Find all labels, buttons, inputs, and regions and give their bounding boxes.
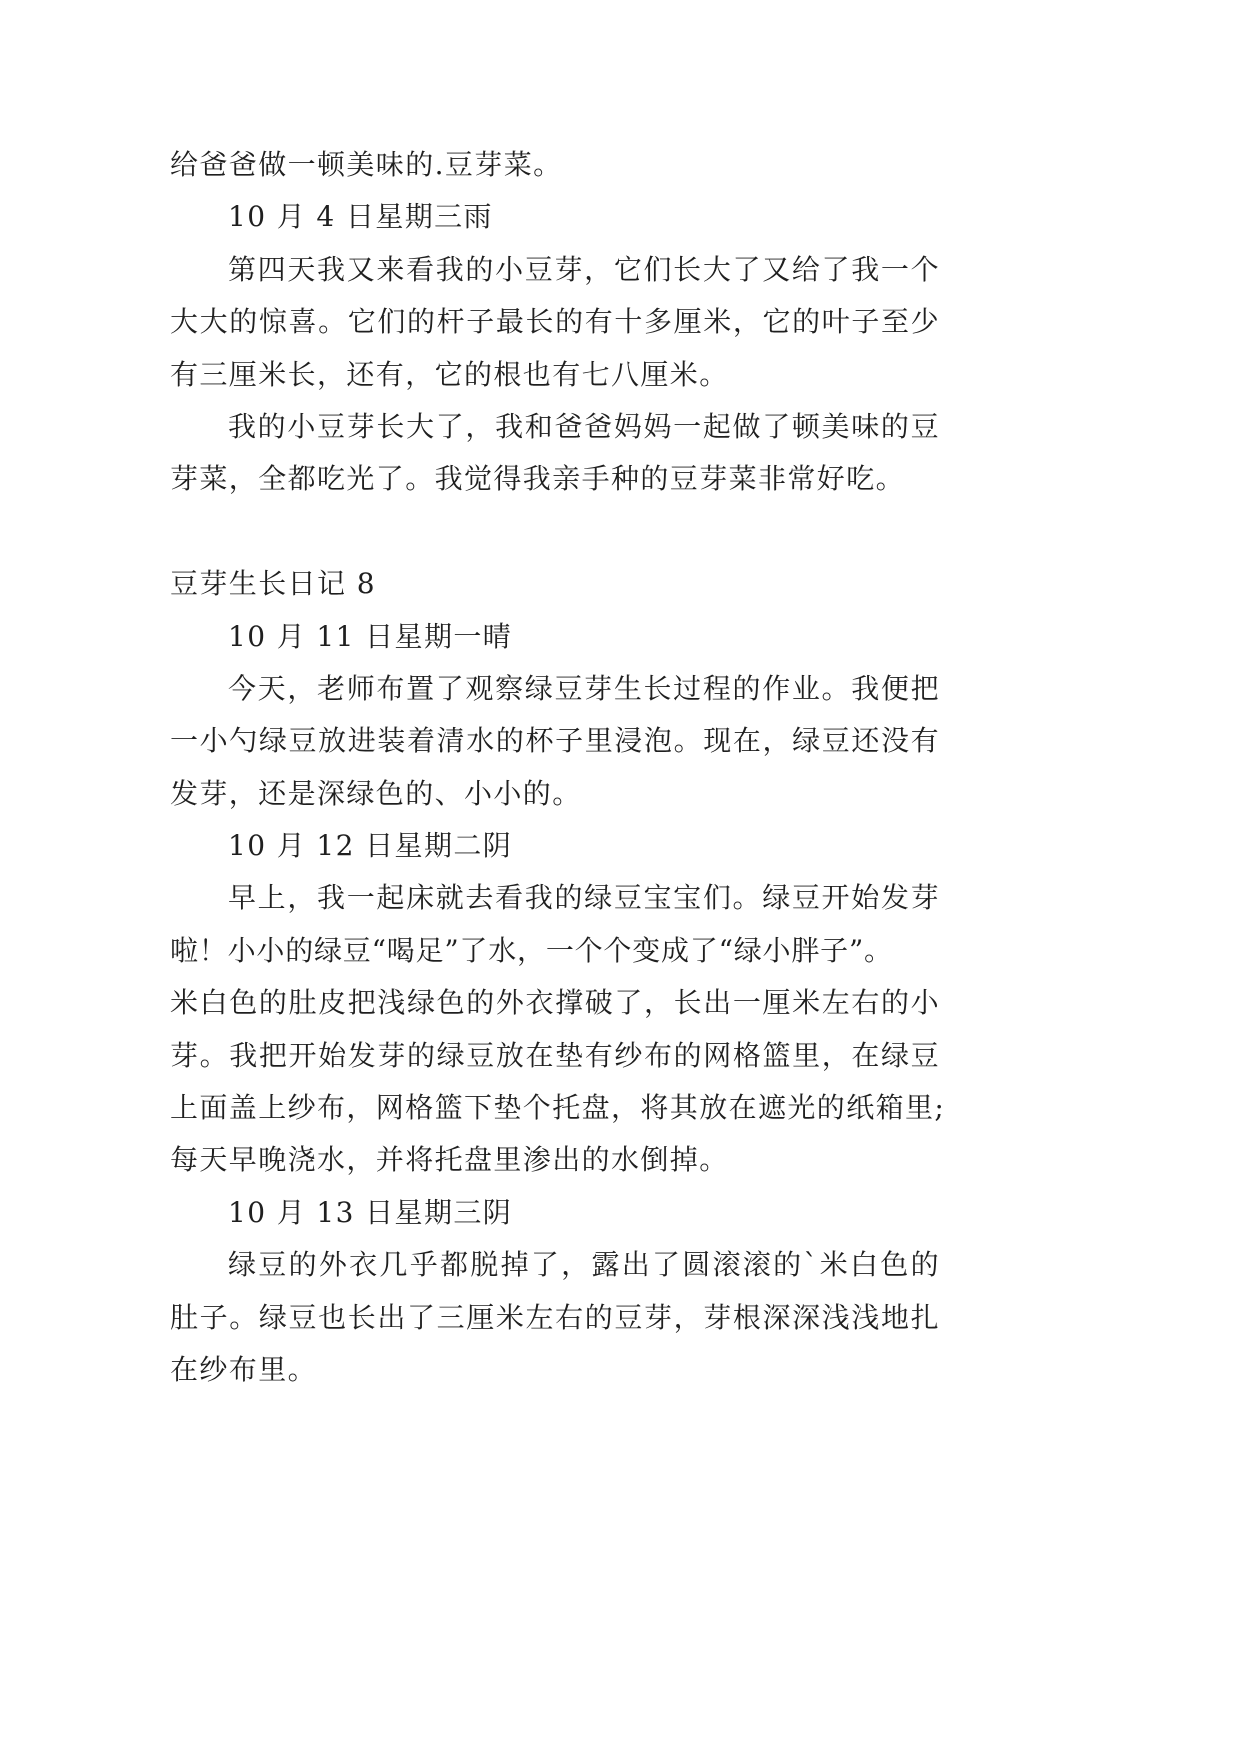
paragraph-line: 啦！小小的绿豆“喝足”了水，一个个变成了“绿小胖子”。 xyxy=(170,933,893,967)
paragraph-line: 米白色的肚皮把浅绿色的外衣撑破了，长出一厘米左右的小 xyxy=(170,986,940,1020)
entry-date-oct11: 10 月 11 日星期一晴 xyxy=(228,619,513,653)
paragraph-line: 发芽，还是深绿色的、小小的。 xyxy=(170,776,582,810)
entry-date-oct12: 10 月 12 日星期二阴 xyxy=(228,829,513,863)
paragraph-line: 在纱布里。 xyxy=(170,1352,318,1386)
paragraph-line: 芽。我把开始发芽的绿豆放在垫有纱布的网格篮里，在绿豆 xyxy=(170,1038,940,1072)
blank-line xyxy=(170,506,940,558)
document-text-body xyxy=(170,139,946,1396)
paragraph-line: 芽菜，全都吃光了。我觉得我亲手种的豆芽菜非常好吃。 xyxy=(170,462,906,496)
paragraph-line: 今天，老师布置了观察绿豆芽生长过程的作业。我便把 xyxy=(228,671,940,705)
paragraph-line: 有三厘米长，还有，它的根也有七八厘米。 xyxy=(170,357,729,391)
entry-date-oct4: 10 月 4 日星期三雨 xyxy=(228,200,493,234)
paragraph-line: 肚子。绿豆也长出了三厘米左右的豆芽，芽根深深浅浅地扎 xyxy=(170,1300,940,1334)
closing-line: 给爸爸做一顿美味的.豆芽菜。 xyxy=(170,148,563,181)
paragraph-line: 每天早晚浇水，并将托盘里渗出的水倒掉。 xyxy=(170,1143,729,1177)
entry-date-oct13: 10 月 13 日星期三阴 xyxy=(228,1195,513,1229)
paragraph-line: 第四天我又来看我的小豆芽，它们长大了又给了我一个 xyxy=(228,252,940,286)
paragraph-line: 绿豆的外衣几乎都脱掉了，露出了圆滚滚的`米白色的 xyxy=(228,1248,940,1282)
section-title: 豆芽生长日记 8 xyxy=(170,567,376,601)
paragraph-line: 我的小豆芽长大了，我和爸爸妈妈一起做了顿美味的豆 xyxy=(228,409,940,443)
paragraph-line: 一小勺绿豆放进装着清水的杯子里浸泡。现在，绿豆还没有 xyxy=(170,724,940,758)
paragraph-line: 早上，我一起床就去看我的绿豆宝宝们。绿豆开始发芽 xyxy=(228,881,940,915)
paragraph-line: 大大的惊喜。它们的杆子最长的有十多厘米，它的叶子至少 xyxy=(170,305,940,339)
paragraph-line: 上面盖上纱布，网格篮下垫个托盘，将其放在遮光的纸箱里; xyxy=(170,1091,946,1125)
